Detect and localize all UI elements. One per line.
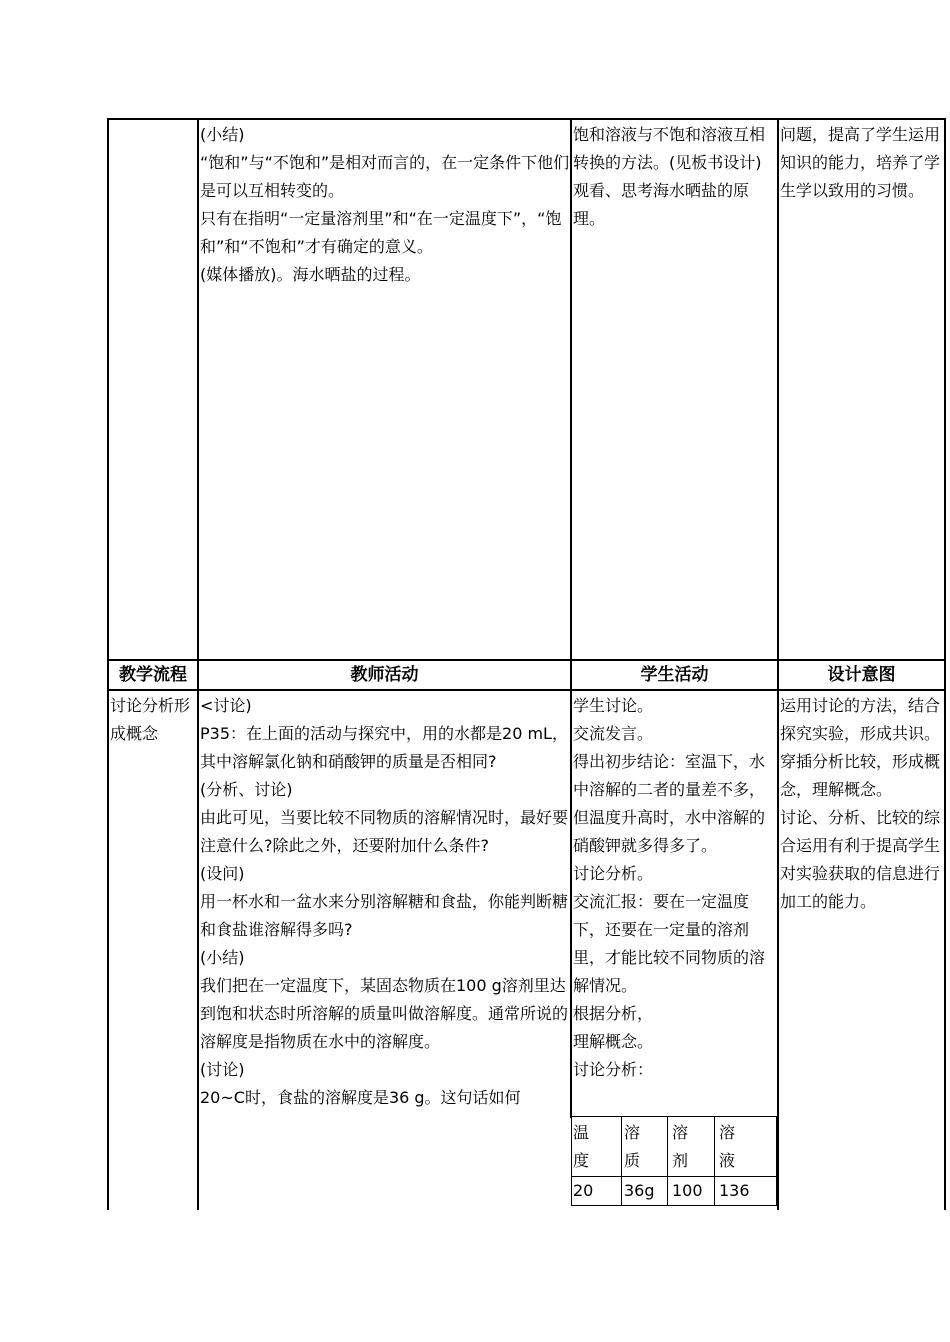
column-divider-2 xyxy=(570,118,572,1118)
cell-temperature: 20 xyxy=(573,1181,594,1200)
header-solvent: 溶剂 xyxy=(672,1123,689,1170)
top-student-activity: 饱和溶液与不饱和溶液互相转换的方法。(见板书设计) 观看、思考海水晒盐的原理。 xyxy=(573,125,766,228)
top-teacher-activity: (小结) “饱和”与“不饱和”是相对而言的，在一定条件下他们是可以互相转变的。 只有在指明“一定量溶剂里”和“在一定温度下”，“饱和”和“不饱和”才有确定的意义。 (媒体播放)。海水晒盐的过程。 xyxy=(200,125,570,284)
header-design-intent: 设计意图 xyxy=(827,665,896,684)
cell-solution: 136 xyxy=(719,1181,750,1200)
table-border-top xyxy=(107,118,946,120)
cell-solvent: 100 xyxy=(672,1181,703,1200)
header-solute: 溶质 xyxy=(624,1123,641,1170)
header-row-bottom xyxy=(107,689,946,691)
header-teaching-flow: 教学流程 xyxy=(119,665,187,684)
header-teacher-activity: 教师活动 xyxy=(350,665,419,684)
design-intent: 运用讨论的方法，结合探究实验，形成共识。穿插分析比较，形成概念，理解概念。 讨论、分析、比较的综合运用有利于提高学生对实验获取的信息进行加工的能力。 xyxy=(780,696,941,911)
cell-solute: 36g xyxy=(624,1181,655,1200)
top-design-intent: 问题，提高了学生运用知识的能力，培养了学生学以致用的习惯。 xyxy=(780,125,941,200)
header-solution: 溶液 xyxy=(719,1123,736,1170)
header-temperature: 温度 xyxy=(573,1123,590,1170)
header-student-activity: 学生活动 xyxy=(640,665,709,684)
teacher-activity: <讨论) P35：在上面的活动与探究中，用的水都是20 mL，其中溶解氯化钠和硝酸钾的质量是否相同? (分析、讨论) 由此可见，当要比较不同物质的溶解情况时，最好要注意什么?除此之外，还要附加什么条件? (设问) 用一杯水和一盆水来分别溶解糖和食盐，你能判断糖和食盐谁溶解得多吗? (小结) 我们把在一定温度下，某固态物质在100 g溶剂里达到饱和状态时所溶解的质量叫做溶解度。通常所说的溶解度是指物质在水中的溶解度。 (讨论) 20~C时，食盐的溶解度是36 g。这句话如何 xyxy=(200,696,569,1107)
solubility-data-table xyxy=(571,1116,777,1208)
student-activity: 学生讨论。 交流发言。 得出初步结论：室温下，水中溶解的二者的量差不多，但温度升高时，水中溶解的硝酸钾就多得多了。 讨论分析。 交流汇报：要在一定温度下，还要在一定量的溶剂里，才能比较不同物质的溶解情况。 根据分析， 理解概念。 讨论分析： xyxy=(573,696,766,1079)
flow-stage-label: 讨论分析形成概念 xyxy=(110,696,191,743)
